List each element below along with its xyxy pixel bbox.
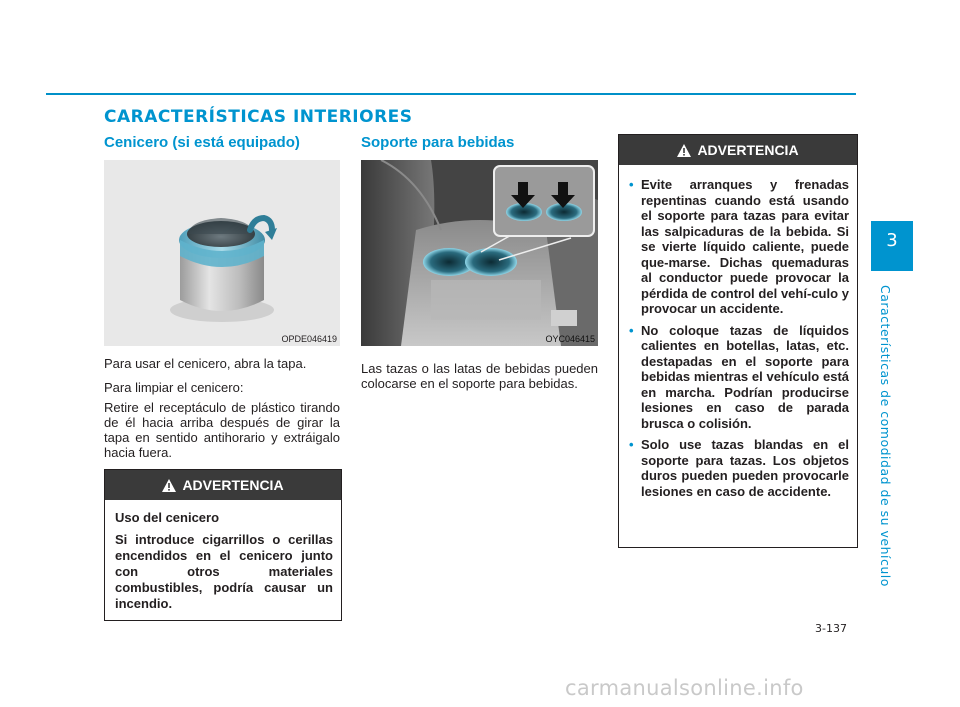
- warning-triangle-icon: [162, 479, 176, 492]
- ashtray-warning-title: Uso del cenicero: [115, 510, 220, 525]
- cupholder-figure-code: OYC046415: [545, 334, 595, 344]
- bullet-dot: •: [629, 437, 634, 452]
- ashtray-para-1: Para usar el cenicero, abra la tapa.: [104, 356, 307, 371]
- section-title: CARACTERÍSTICAS INTERIORES: [104, 107, 413, 127]
- ashtray-illustration: [104, 160, 340, 346]
- ashtray-warning-header: [105, 470, 341, 500]
- ashtray-heading: Cenicero (si está equipado): [104, 134, 300, 151]
- bullet-dot: •: [629, 322, 634, 338]
- cupholder-warning-box: [618, 134, 858, 548]
- ashtray-figure-code: OPDE046419: [281, 334, 337, 344]
- ashtray-para-3: Retire el receptáculo de plástico tirando de él hacia arriba después de girar la tapa en sentido antihorario y extráigalo hacia fuera.: [104, 400, 340, 460]
- ashtray-para-2: Para limpiar el cenicero:: [104, 380, 244, 395]
- ashtray-warning-label: ADVERTENCIA: [182, 477, 284, 493]
- bullet-dot: •: [629, 177, 634, 192]
- ashtray-warning-box: [104, 469, 342, 621]
- cupholder-warning-header: [619, 135, 857, 165]
- ashtray-figure: [104, 160, 340, 346]
- page-number: 3-137: [815, 622, 847, 635]
- chapter-title-vertical: Características de comodidad de su vehículo: [878, 285, 893, 587]
- ashtray-warning-text: Si introduce cigarrillos o cerillas encendidos en el cenicero junto con otros materiales combustibles, podría causar un incendio.: [115, 532, 333, 611]
- cupholder-warning-label: ADVERTENCIA: [697, 142, 799, 158]
- top-rule: [46, 93, 856, 95]
- cupholder-figure: [361, 160, 598, 346]
- warning-bullet: • Evite arranques y frenadas repentinas cuando está usando el soporte para tazas para evitar las salpicaduras de la bebida. Si se vierte líquido caliente, puede que-marse. Dichas quemaduras al conductor puede provocar la pérdida de control del vehí-culo y provocar un accidente.: [629, 177, 849, 316]
- warning-bullet: • No coloque tazas de líquidos calientes en botellas, latas, etc. destapadas en el soporte para bebidas mientras el vehículo está en marcha. Podrían producirse lesiones en caso de parada brusca o colisión.: [629, 322, 849, 431]
- cupholder-inset: [494, 166, 594, 236]
- cupholder-heading: Soporte para bebidas: [361, 134, 515, 151]
- cupholder-para: Las tazas o las latas de bebidas pueden colocarse en el soporte para bebidas.: [361, 361, 598, 391]
- warning-bullet: • Solo use tazas blandas en el soporte para tazas. Los objetos duros pueden pueden provocarle lesiones en caso de accidente.: [629, 437, 849, 499]
- warning-triangle-icon: [677, 144, 691, 157]
- chapter-number: 3: [886, 230, 898, 251]
- watermark: carmanualsonline.info: [565, 676, 804, 700]
- cupholder-illustration: [361, 160, 598, 346]
